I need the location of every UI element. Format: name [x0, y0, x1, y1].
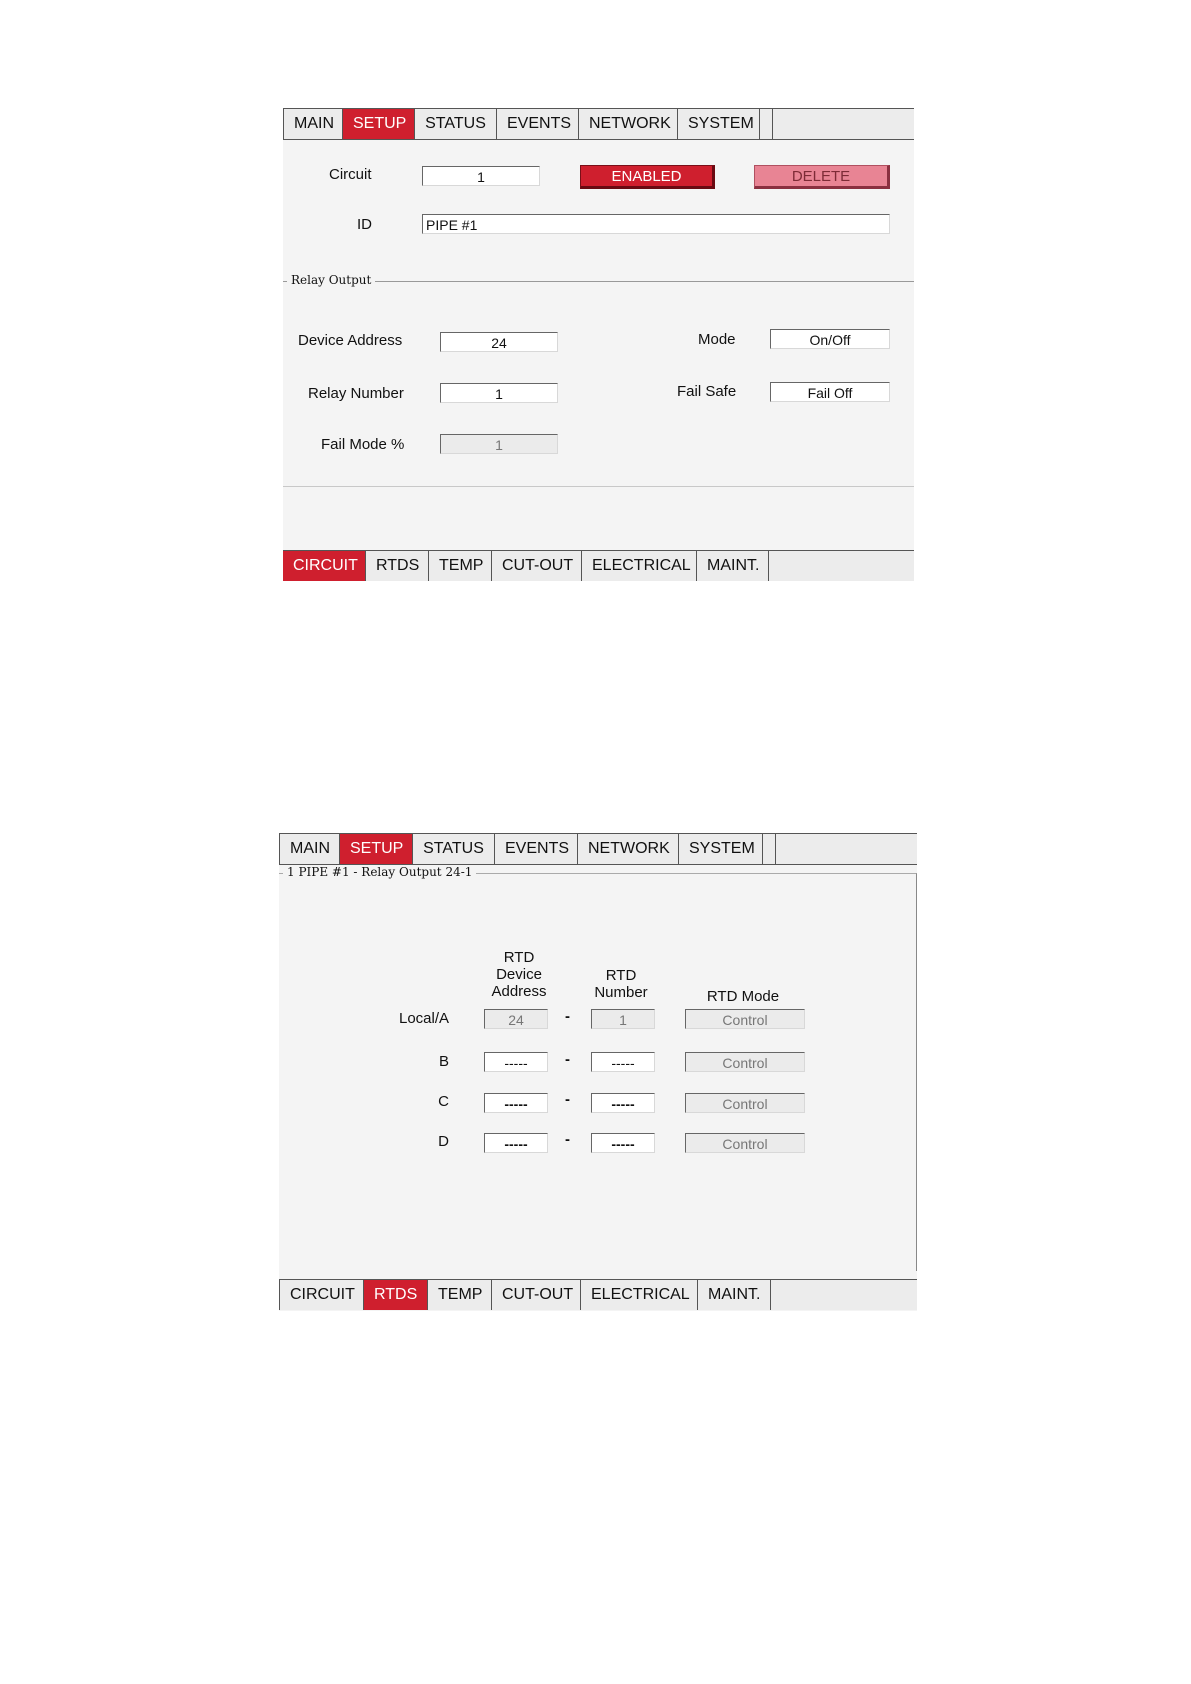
- tab-main[interactable]: MAIN: [283, 109, 343, 139]
- device-address-field[interactable]: 24: [440, 332, 558, 352]
- circuit-setup-screen: [283, 108, 914, 581]
- bottom-tab-bar: [279, 1279, 917, 1310]
- tab-overflow: [763, 834, 776, 864]
- tab-events[interactable]: EVENTS: [497, 109, 579, 139]
- rtd-group-title: 1 PIPE #1 - Relay Output 24-1: [283, 865, 476, 879]
- bottom-tab-bar: [283, 550, 914, 581]
- rtds-setup-screen: [279, 833, 917, 1311]
- row-label-d: D: [438, 1133, 449, 1150]
- separator-dash: -: [565, 1091, 570, 1108]
- row-label-local-a: Local/A: [399, 1010, 450, 1027]
- fail-mode-field: 1: [440, 434, 558, 454]
- tab-events[interactable]: EVENTS: [495, 834, 578, 864]
- tab-status[interactable]: STATUS: [415, 109, 497, 139]
- top-tab-bar: [279, 833, 917, 865]
- rtd-number-local-a: 1: [591, 1009, 655, 1029]
- separator-dash: -: [565, 1131, 570, 1148]
- circuit-number-field[interactable]: 1: [422, 166, 540, 186]
- row-label-c: C: [438, 1093, 449, 1110]
- tab-maint[interactable]: MAINT.: [697, 551, 769, 581]
- fail-mode-label: Fail Mode %: [321, 436, 405, 453]
- rtd-address-local-a: 24: [484, 1009, 548, 1029]
- rtd-mode-b[interactable]: Control: [685, 1052, 805, 1072]
- tab-cut-out[interactable]: CUT-OUT: [492, 551, 582, 581]
- tab-circuit[interactable]: CIRCUIT: [283, 551, 366, 581]
- rtd-mode-local-a: Control: [685, 1009, 805, 1029]
- tab-system[interactable]: SYSTEM: [678, 109, 760, 139]
- fail-safe-field[interactable]: Fail Off: [770, 382, 890, 402]
- tab-circuit[interactable]: CIRCUIT: [279, 1280, 364, 1310]
- fail-safe-label: Fail Safe: [677, 383, 737, 400]
- circuit-label: Circuit: [329, 166, 372, 183]
- rtd-number-d[interactable]: -----: [591, 1133, 655, 1153]
- rtd-device-address-header: RTD Device Address: [491, 949, 547, 1000]
- rtd-number-header: RTD Number: [594, 967, 648, 1001]
- delete-button[interactable]: DELETE: [754, 165, 890, 189]
- tab-overflow: [760, 109, 773, 139]
- tab-rtds[interactable]: RTDS: [366, 551, 429, 581]
- relay-number-field[interactable]: 1: [440, 383, 558, 403]
- separator-dash: -: [565, 1051, 570, 1068]
- tab-temp[interactable]: TEMP: [429, 551, 492, 581]
- rtd-number-c[interactable]: -----: [591, 1093, 655, 1113]
- rtd-mode-c[interactable]: Control: [685, 1093, 805, 1113]
- mode-field[interactable]: On/Off: [770, 329, 890, 349]
- device-address-label: Device Address: [298, 332, 403, 349]
- rtd-mode-header: RTD Mode: [706, 988, 780, 1005]
- tab-temp[interactable]: TEMP: [428, 1280, 492, 1310]
- tab-rtds[interactable]: RTDS: [364, 1280, 428, 1310]
- tab-setup[interactable]: SETUP: [343, 109, 415, 139]
- tab-cut-out[interactable]: CUT-OUT: [492, 1280, 581, 1310]
- mode-label: Mode: [698, 331, 736, 348]
- id-field[interactable]: PIPE #1: [422, 214, 890, 234]
- rtd-group-box: [279, 873, 917, 1271]
- relay-output-group-title: Relay Output: [287, 273, 375, 287]
- tab-setup[interactable]: SETUP: [340, 834, 413, 864]
- tab-electrical[interactable]: ELECTRICAL: [581, 1280, 698, 1310]
- tab-status[interactable]: STATUS: [413, 834, 495, 864]
- enabled-button[interactable]: ENABLED: [580, 165, 715, 189]
- tab-main[interactable]: MAIN: [279, 834, 340, 864]
- relay-number-label: Relay Number: [308, 385, 404, 402]
- content-bottom-divider: [283, 486, 914, 487]
- top-tab-bar: [283, 108, 914, 140]
- rtd-mode-d[interactable]: Control: [685, 1133, 805, 1153]
- separator-dash: -: [565, 1008, 570, 1025]
- rtd-address-b[interactable]: -----: [484, 1052, 548, 1072]
- tab-system[interactable]: SYSTEM: [679, 834, 763, 864]
- relay-group-divider: [283, 281, 914, 282]
- tab-network[interactable]: NETWORK: [578, 834, 679, 864]
- id-label: ID: [357, 216, 372, 233]
- tab-electrical[interactable]: ELECTRICAL: [582, 551, 697, 581]
- rtd-address-c[interactable]: -----: [484, 1093, 548, 1113]
- rtd-number-b[interactable]: -----: [591, 1052, 655, 1072]
- tab-maint[interactable]: MAINT.: [698, 1280, 771, 1310]
- rtd-address-d[interactable]: -----: [484, 1133, 548, 1153]
- row-label-b: B: [438, 1053, 449, 1070]
- tab-network[interactable]: NETWORK: [579, 109, 678, 139]
